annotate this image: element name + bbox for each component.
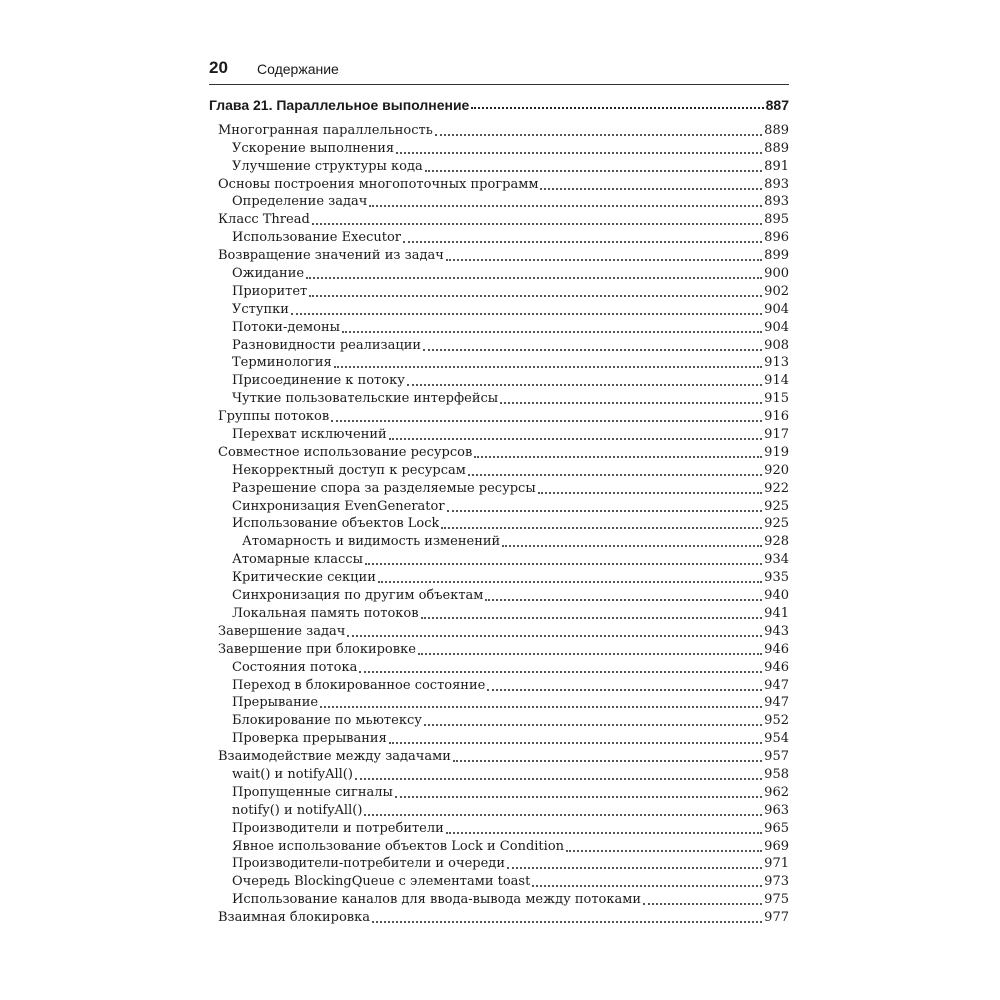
toc-entry-title: notify() и notifyAll(): [232, 802, 363, 818]
dot-leader: [331, 420, 762, 422]
toc-entry-page-number: 928: [764, 534, 789, 550]
toc-entry-title: Переход в блокированное состояние: [232, 677, 486, 693]
toc-entry-title: Потоки-демоны: [232, 319, 341, 335]
toc-entry-title: Завершение задач: [218, 623, 346, 639]
toc-entry-page-number: 922: [764, 480, 789, 496]
toc-entry: [218, 371, 789, 389]
toc-entry: [218, 354, 789, 372]
toc-entry-title: Класс Thread: [218, 212, 310, 228]
toc-entry-page-number: 904: [764, 319, 789, 335]
dot-leader: [485, 599, 762, 601]
toc-entry-title: Разновидности реализации: [232, 337, 422, 353]
toc-entry-page-number: 971: [764, 856, 789, 872]
dot-leader: [447, 510, 763, 512]
toc-entry-title: Завершение при блокировке: [218, 641, 416, 657]
toc-entry-page-number: 935: [764, 570, 789, 586]
toc-entry-title: Перехват исключений: [232, 427, 387, 443]
toc-entry-page-number: 889: [764, 140, 789, 156]
toc-entry-page-number: 973: [764, 874, 789, 890]
dot-leader: [389, 742, 762, 744]
toc-entry-page-number: 920: [764, 462, 789, 478]
toc-entry: [218, 318, 789, 336]
dot-leader: [365, 563, 762, 565]
toc-entry: [218, 497, 789, 515]
dot-leader: [347, 635, 762, 637]
dot-leader: [364, 814, 762, 816]
toc-entry-title: Ожидание: [232, 266, 305, 282]
dot-leader: [424, 724, 762, 726]
dot-leader: [538, 492, 762, 494]
dot-leader: [372, 921, 762, 923]
toc-entry-title: Некорректный доступ к ресурсам: [232, 462, 466, 478]
toc-entry: [218, 855, 789, 873]
toc-entry-page-number: 940: [764, 588, 789, 604]
dot-leader: [312, 223, 762, 225]
toc-entry: [218, 425, 789, 443]
toc-entry-title: Взаимодействие между задачами: [218, 749, 451, 765]
dot-leader: [407, 384, 762, 386]
chapter-heading: [209, 93, 789, 113]
toc-entry-title: Прерывание: [232, 695, 319, 711]
toc-entry-title: Группы потоков: [218, 409, 330, 425]
toc-entry: [218, 872, 789, 890]
toc-entry: [218, 407, 789, 425]
dot-leader: [423, 349, 762, 351]
dot-leader: [342, 331, 762, 333]
toc-entry-page-number: 962: [764, 784, 789, 800]
toc-entry-page-number: 925: [764, 498, 789, 514]
running-title: Содержание: [257, 61, 339, 77]
toc-entry-page-number: 893: [764, 176, 789, 192]
dot-leader: [507, 867, 762, 869]
toc-entry-title: Приоритет: [232, 283, 308, 299]
toc-entry: [218, 783, 789, 801]
toc-entry-title: Атомарные классы: [232, 552, 363, 568]
toc-entry: [218, 193, 789, 211]
dot-leader: [566, 850, 762, 852]
toc-entry-page-number: 947: [764, 695, 789, 711]
dot-leader: [453, 760, 762, 762]
toc-entry-title: Основы построения многопоточных программ: [218, 176, 539, 192]
toc-entry-title: Использование Executor: [232, 230, 402, 246]
toc-entry-title: Чуткие пользовательские интерфейсы: [232, 391, 499, 407]
toc-entry-page-number: 946: [764, 659, 789, 675]
toc-entry-title: Возвращение значений из задач: [218, 248, 444, 264]
toc-entry: [218, 550, 789, 568]
toc-entry: [218, 479, 789, 497]
toc-entry: [218, 586, 789, 604]
toc-entry: [218, 729, 789, 747]
dot-leader: [502, 545, 762, 547]
toc-entry: [218, 282, 789, 300]
toc-entry-title: Использование объектов Lock: [232, 516, 440, 532]
toc-entry: [218, 676, 789, 694]
toc-entry-page-number: 916: [764, 409, 789, 425]
dot-leader: [355, 778, 762, 780]
toc-entry-title: Многогранная параллельность: [218, 122, 433, 138]
toc-entry-title: Синхронизация по другим объектам: [232, 588, 484, 604]
toc-entry: [218, 443, 789, 461]
toc-entry: [218, 622, 789, 640]
toc-entry: [218, 801, 789, 819]
dot-leader: [291, 313, 762, 315]
toc-entry-title: Пропущенные сигналы: [232, 784, 393, 800]
toc-entry: [218, 175, 789, 193]
toc-entry-title: Критические секции: [232, 570, 376, 586]
toc-entry-page-number: 975: [764, 892, 789, 908]
toc-entry: [218, 336, 789, 354]
toc-entry-title: Явное использование объектов Lock и Condition: [232, 838, 565, 854]
dot-leader: [468, 474, 762, 476]
dot-leader: [471, 107, 763, 109]
toc-entry-page-number: 963: [764, 802, 789, 818]
dot-leader: [474, 456, 762, 458]
dot-leader: [643, 903, 762, 905]
toc-entry-page-number: 895: [764, 212, 789, 228]
dot-leader: [446, 832, 762, 834]
dot-leader: [500, 402, 762, 404]
toc-entry: [218, 837, 789, 855]
toc-entry-page-number: 917: [764, 427, 789, 443]
toc-entry-title: Проверка прерывания: [232, 731, 387, 747]
toc-entry-title: Очередь BlockingQueue с элементами toast: [232, 874, 531, 890]
dot-leader: [396, 152, 762, 154]
toc-entry-page-number: 893: [764, 194, 789, 210]
toc-entry: [218, 121, 789, 139]
toc-entry-page-number: 896: [764, 230, 789, 246]
toc-entry-page-number: 915: [764, 391, 789, 407]
page-number: 20: [209, 58, 228, 77]
toc-entry: [218, 515, 789, 533]
toc-entry-title: Атомарность и видимость изменений: [242, 534, 501, 550]
toc-entry-page-number: 957: [764, 749, 789, 765]
toc-entry: [218, 890, 789, 908]
toc-entry: [218, 228, 789, 246]
toc-entry-title: Использование каналов для ввода-вывода между потоками: [232, 892, 642, 908]
dot-leader: [369, 205, 762, 207]
toc-entry-page-number: 914: [764, 373, 789, 389]
chapter-page-number: 887: [765, 97, 789, 113]
toc-entry: [218, 604, 789, 622]
toc-entry-page-number: 919: [764, 444, 789, 460]
dot-leader: [320, 706, 762, 708]
dot-leader: [425, 170, 762, 172]
toc-entry-title: Улучшение структуры кода: [232, 158, 423, 174]
toc-entry-title: Ускорение выполнения: [232, 140, 395, 156]
toc-entry-title: Разрешение спора за разделяемые ресурсы: [232, 480, 536, 496]
toc-entry-page-number: 900: [764, 266, 789, 282]
toc-entry: [218, 300, 789, 318]
toc-entry-title: Терминология: [232, 355, 332, 371]
dot-leader: [334, 366, 762, 368]
dot-leader: [487, 689, 762, 691]
toc-entry: [218, 747, 789, 765]
dot-leader: [389, 438, 762, 440]
toc-entry: [218, 640, 789, 658]
dot-leader: [540, 188, 762, 190]
toc-entry-title: Взаимная блокировка: [218, 910, 370, 926]
dot-leader: [441, 527, 762, 529]
toc-entry-title: Совместное использование ресурсов: [218, 444, 473, 460]
toc-entry-page-number: 969: [764, 838, 789, 854]
dot-leader: [306, 277, 762, 279]
toc-entry-page-number: 946: [764, 641, 789, 657]
dot-leader: [395, 796, 762, 798]
toc-entry-page-number: 954: [764, 731, 789, 747]
toc-entry: [218, 908, 789, 926]
toc-entry: [218, 139, 789, 157]
header-rule: [209, 84, 789, 85]
dot-leader: [309, 295, 762, 297]
toc-entry: [218, 568, 789, 586]
toc-entry-page-number: 958: [764, 766, 789, 782]
dot-leader: [418, 653, 762, 655]
toc-entry-title: Производители-потребители и очереди: [232, 856, 505, 872]
toc-entry-page-number: 904: [764, 301, 789, 317]
toc-entry: [218, 711, 789, 729]
toc-entry: [218, 461, 789, 479]
dot-leader: [378, 581, 762, 583]
toc-entry-page-number: 934: [764, 552, 789, 568]
toc-entry: [218, 246, 789, 264]
toc-entry: [218, 819, 789, 837]
toc-entry-page-number: 891: [764, 158, 789, 174]
toc-entry-page-number: 913: [764, 355, 789, 371]
toc-entry: [218, 658, 789, 676]
toc-entry: [218, 694, 789, 712]
dot-leader: [446, 259, 762, 261]
toc-entry: [218, 264, 789, 282]
page-header: [209, 58, 789, 82]
toc-entry: [218, 389, 789, 407]
toc-entry-page-number: 908: [764, 337, 789, 353]
dot-leader: [421, 617, 763, 619]
toc-entry-title: Определение задач: [232, 194, 368, 210]
toc-entry-page-number: 965: [764, 820, 789, 836]
dot-leader: [403, 241, 762, 243]
toc-entry-title: Производители и потребители: [232, 820, 444, 836]
toc-entry-title: Блокирование по мьютексу: [232, 713, 422, 729]
toc-entry-page-number: 977: [764, 910, 789, 926]
toc-entry: [218, 157, 789, 175]
table-of-contents: [218, 121, 789, 926]
toc-entry-page-number: 947: [764, 677, 789, 693]
toc-entry-title: Уступки: [232, 301, 289, 317]
toc-entry: [218, 532, 789, 550]
toc-entry-page-number: 889: [764, 122, 789, 138]
dot-leader: [359, 671, 762, 673]
dot-leader: [532, 885, 762, 887]
toc-entry: [218, 210, 789, 228]
toc-entry-title: Состояния потока: [232, 659, 358, 675]
toc-entry-page-number: 925: [764, 516, 789, 532]
toc-entry-page-number: 899: [764, 248, 789, 264]
toc-entry-title: Присоединение к потоку: [232, 373, 405, 389]
toc-entry-title: Локальная память потоков: [232, 605, 419, 621]
toc-entry-page-number: 943: [764, 623, 789, 639]
toc-entry-title: Синхронизация EvenGenerator: [232, 498, 445, 514]
toc-entry-title: wait() и notifyAll(): [232, 766, 353, 782]
toc-entry-page-number: 902: [764, 283, 789, 299]
dot-leader: [435, 134, 762, 136]
toc-entry: [218, 765, 789, 783]
chapter-title: Глава 21. Параллельное выполнение: [209, 97, 470, 113]
toc-entry-page-number: 941: [764, 605, 789, 621]
toc-entry-page-number: 952: [764, 713, 789, 729]
